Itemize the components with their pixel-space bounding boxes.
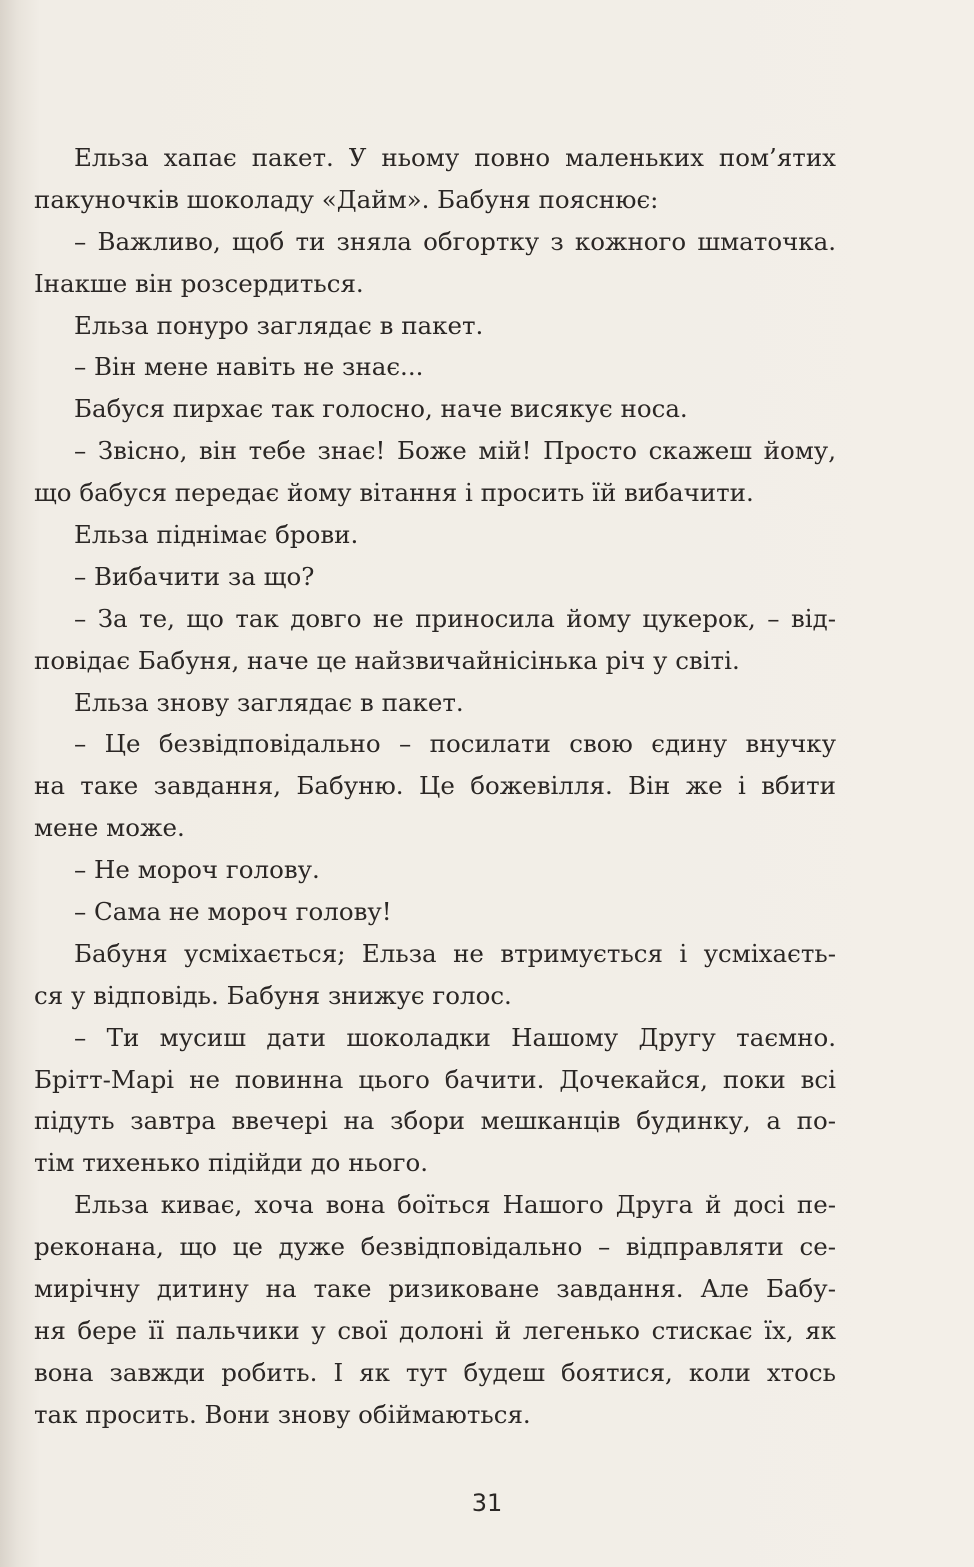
text-line: Бабуня усміхається; Ельза не втримується і усміхаєть- bbox=[74, 938, 836, 968]
text-line: Ельза понуро заглядає в пакет. bbox=[74, 310, 484, 340]
text-line: – Важливо, щоб ти зняла обгортку з кожного шматочка. bbox=[74, 226, 836, 256]
body-text bbox=[34, 137, 836, 1436]
text-line: – Він мене навіть не знає... bbox=[74, 352, 424, 382]
text-line: так просить. Вони знову обіймаються. bbox=[34, 1399, 531, 1429]
text-line: підуть завтра ввечері на збори мешканців будинку, а по- bbox=[34, 1106, 836, 1136]
text-line: ся у відповідь. Бабуня знижує голос. bbox=[34, 980, 512, 1010]
text-line: – Це безвідповідально – посилати свою єдину внучку bbox=[74, 729, 836, 759]
text-line: реконана, що це дуже безвідповідально – відправляти се- bbox=[34, 1232, 836, 1262]
text-line: – Сама не мороч голову! bbox=[74, 897, 392, 927]
text-line: – Звісно, він тебе знає! Боже мій! Просто скажеш йому, bbox=[74, 436, 836, 466]
text-line: ня бере її пальчики у свої долоні й легенько стискає їх, як bbox=[34, 1315, 836, 1345]
text-line: мене може. bbox=[34, 813, 185, 843]
page-number: 31 bbox=[471, 1489, 503, 1517]
text-line: Бабуся пирхає так голосно, наче висякує носа. bbox=[74, 394, 688, 424]
text-line: – За те, що так довго не приносила йому цукерок, – від- bbox=[74, 603, 836, 633]
text-line: Інакше він розсердиться. bbox=[34, 268, 364, 298]
text-line: вона завжди робить. І як тут будеш боятися, коли хтось bbox=[34, 1357, 836, 1387]
text-line: Брітт-Марі не повинна цього бачити. Дочекайся, поки всі bbox=[34, 1064, 836, 1094]
text-line: – Ти мусиш дати шоколадки Нашому Другу таємно. bbox=[74, 1022, 836, 1052]
text-line: тім тихенько підійди до нього. bbox=[34, 1148, 428, 1178]
text-line: Ельза піднімає брови. bbox=[74, 520, 359, 550]
text-line: повідає Бабуня, наче це найзвичайнісінька річ у світі. bbox=[34, 645, 740, 675]
text-line: що бабуся передає йому вітання і просить їй вибачити. bbox=[34, 478, 754, 508]
text-line: Ельза знову заглядає в пакет. bbox=[74, 687, 464, 717]
text-line: Ельза киває, хоча вона боїться Нашого Друга й досі пе- bbox=[74, 1190, 836, 1220]
text-line: мирічну дитину на таке ризиковане завдання. Але Бабу- bbox=[34, 1274, 836, 1304]
text-line: – Вибачити за що? bbox=[74, 561, 315, 591]
text-line: Ельза хапає пакет. У ньому повно маленьких пом’ятих bbox=[74, 143, 836, 172]
text-line: – Не мороч голову. bbox=[74, 855, 320, 885]
text-line: пакуночків шоколаду «Дайм». Бабуня пояснює: bbox=[34, 184, 659, 214]
text-line: на таке завдання, Бабуню. Це божевілля. Він же і вбити bbox=[34, 771, 836, 801]
